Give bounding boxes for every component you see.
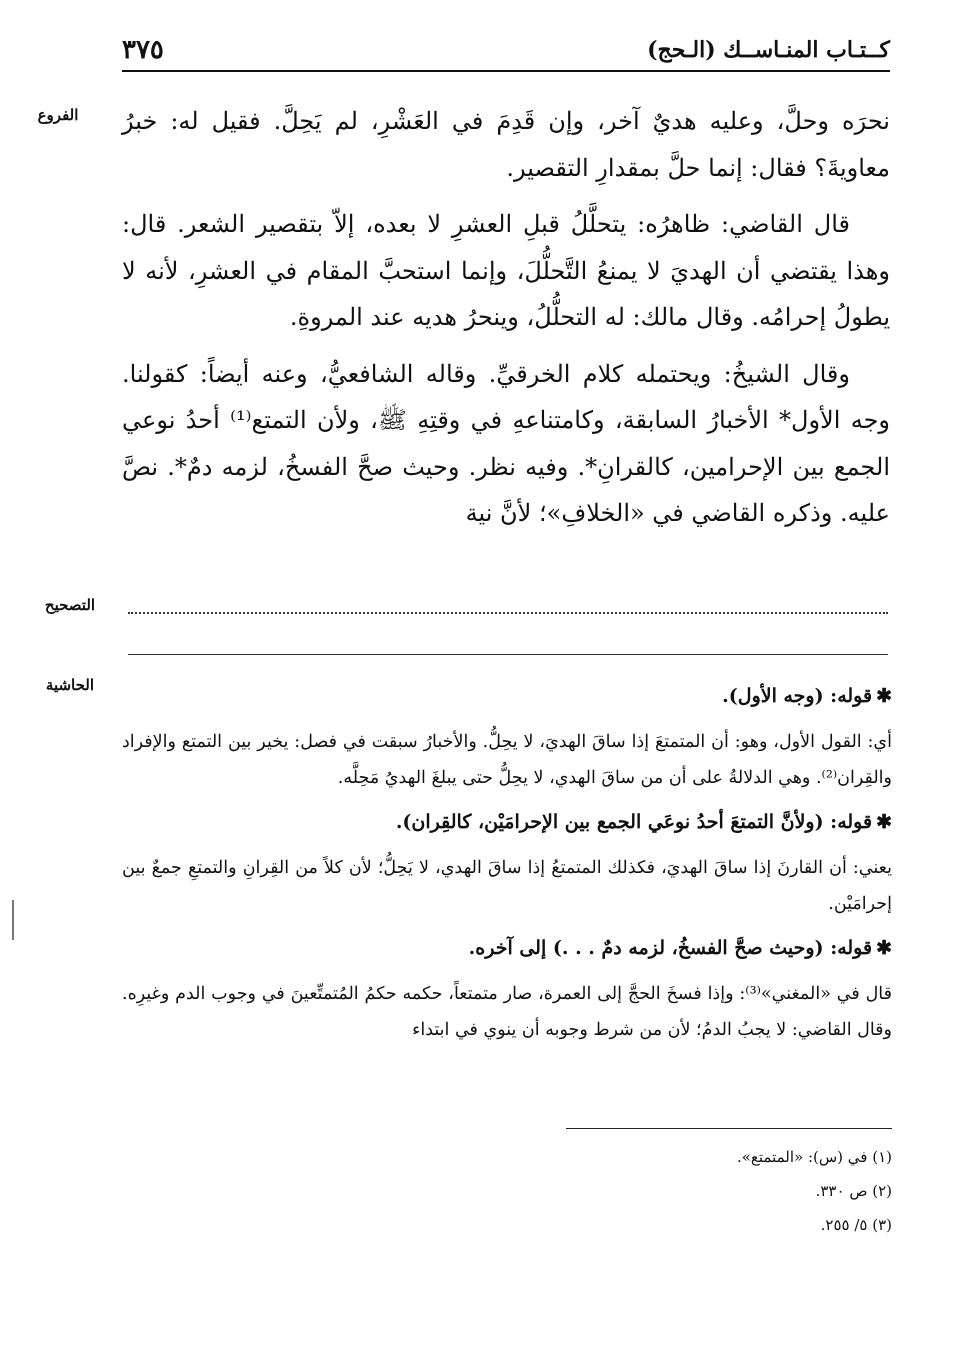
commentary-heading: ✱قوله: (ولأنَّ التمتعَ أحدُ نوعَي الجمع بين الإحرامَيْن، كالقِران). [395,811,892,833]
side-label-commentary: الحاشية [45,676,95,694]
footnote: (١) في (س): «المتمتع». [736,1148,892,1166]
commentary-body: أي: القول الأول، وهو: أن المتمتعَ إذا ساقَ الهديَ، لا يحِلُّ. والأخبارُ سبقت في فصل: يخير بين التمتع والإفراد والقِران⁽²⁾. وهي الدلالةُ على أن من ساقَ الهدي، لا يحِلُّ حتى يبلغَ الهديُ مَحِلَّه. [122,732,892,788]
footnote: (٣) ٥/ ٢٥٥. [820,1216,892,1234]
correction-dotted-line [128,612,888,614]
margin-mark [12,900,14,940]
commentary-heading: ✱قوله: (وحيث صحَّ الفسخُ، لزمه دمٌ . . .) إلى آخره. [468,937,892,959]
main-text [122,98,890,537]
page-header [122,30,890,72]
commentary-body: قال في «المغني»⁽³⁾: وإذا فسخَ الحجَّ إلى العمرة، صار متمتعاً، حكمه حكمُ المُتمتِّعينَ في وجوب الدم وغيرِه. وقال القاضي: لا يجبُ الدمُ؛ لأن من شرط وجوبه أن ينوي في ابتداء [122,984,893,1040]
commentary-section [122,676,892,1054]
star-icon: ✱ [876,685,892,707]
main-paragraph: نحرَه وحلَّ، وعليه هديٌ آخر، وإن قَدِمَ في العَشْرِ، لم يَحِلَّ. فقيل له: خبرُ معاويةَ؟ فقال: إنما حلَّ بمقدارِ التقصير. [122,107,890,182]
side-label-correction: التصحيح [44,596,96,614]
footnotes [560,1140,892,1242]
footnote: (٢) ص ٣٣٠. [815,1182,892,1200]
footnote-rule [566,1128,892,1129]
commentary-heading: ✱قوله: (وجه الأول). [722,685,892,707]
side-label-main: الفروع [37,106,79,124]
main-paragraph: وقال الشيخُ: ويحتمله كلام الخرقيِّ. وقاله الشافعيُّ، وعنه أيضاً: كقولنا. وجه الأول* الأخبارُ السابقة، وكامتناعهِ في وقتِهِ ﷺ، ولأن التمتع⁽¹⁾ أحدُ نوعي الجمع بين الإحرامين، كالقرانِ*. وفيه نظر. وحيث صحَّ الفسخُ، لزمه دمٌ*. نصَّ عليه. وذكره القاضي في «الخلافِ»؛ لأنَّ نية [122,359,890,527]
book-title: كــتـاب المنـاســك (الـحج) [647,37,890,63]
section-divider [128,654,888,655]
commentary-body: يعني: أن القارنَ إذا ساقَ الهديَ، فكذلك المتمتعُ إذا ساقَ الهدي، لا يَحِلُّ؛ لأن كلاً من القِرانِ والتمتعِ جمعٌ بين إحرامَيْن. [122,858,892,914]
star-icon: ✱ [876,811,892,833]
page-number: ٣٧٥ [122,35,164,65]
main-paragraph: قال القاضي: ظاهرُه: يتحلَّلُ قبلِ العشرِ لا بعده، إلاّ بتقصير الشعر. قال: وهذا يقتضي أن الهديَ لا يمنعُ التَّحلُّلَ، وإنما استحبَّ المقام في العشرِ، لأنه لا يطولُ إحرامُه. وقال مالك: له التحلُّلُ، وينحرُ هديه عند المروةِ. [122,210,890,331]
star-icon: ✱ [876,937,892,959]
